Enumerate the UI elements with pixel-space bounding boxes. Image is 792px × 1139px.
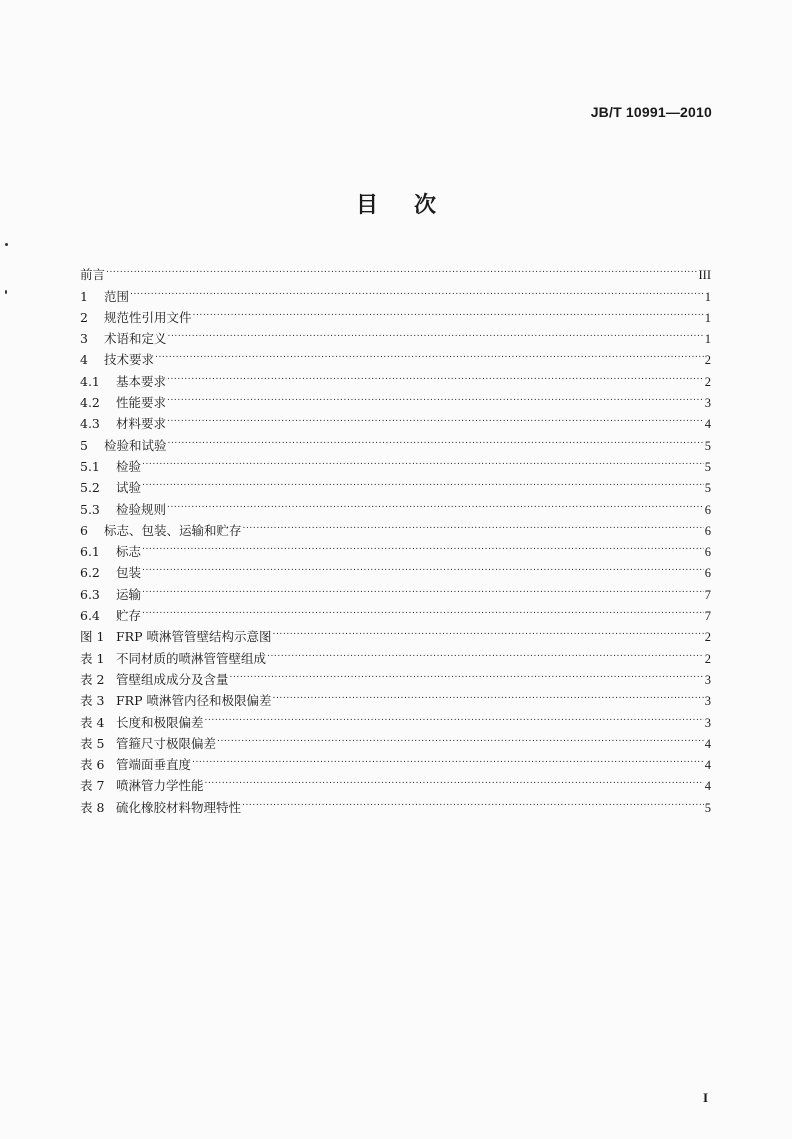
toc-entry-page: 3 — [704, 396, 711, 411]
toc-entry-page: 6 — [704, 566, 711, 581]
toc-entry-number: 5.3 — [80, 501, 100, 517]
toc-entry-page: 2 — [704, 651, 711, 666]
toc-title-char-2: 次 — [414, 193, 437, 218]
toc-entry-number: 表 1 — [80, 650, 105, 666]
toc-dot-leader — [130, 279, 704, 300]
toc-entry-page: 2 — [704, 630, 711, 645]
toc-entry-number: 6 — [80, 522, 88, 538]
toc-dot-leader — [155, 343, 704, 364]
toc-entry-label: 前言 — [80, 267, 106, 283]
toc-entry-number: 表 7 — [80, 778, 105, 794]
toc-entry-number: 表 4 — [80, 714, 105, 730]
toc-dot-leader — [205, 705, 704, 726]
toc-dot-leader — [142, 450, 704, 471]
toc-entry-label: 贮存 — [116, 608, 142, 624]
toc-dot-leader — [205, 769, 704, 790]
toc-entry[interactable] — [80, 364, 711, 389]
toc-entry-page: 5 — [704, 800, 711, 815]
toc-dot-leader — [217, 727, 704, 748]
toc-entry-page: 2 — [704, 374, 711, 389]
toc-entry-page: 2 — [704, 353, 711, 368]
scan-speck — [5, 290, 7, 294]
toc-entry-label: 技术要求 — [104, 352, 155, 368]
toc-entry-page: 4 — [704, 736, 711, 751]
toc-entry-number: 6.4 — [80, 608, 100, 624]
toc-entry-label: 规范性引用文件 — [104, 309, 192, 325]
toc-entry[interactable] — [80, 620, 711, 645]
toc-entry-label: 基本要求 — [116, 373, 167, 389]
toc-entry-page: 4 — [704, 417, 711, 432]
toc-entry-label: 性能要求 — [116, 395, 167, 411]
toc-entry-number: 5.1 — [80, 458, 100, 474]
toc-entry[interactable] — [80, 258, 711, 283]
toc-entry-page: 3 — [704, 672, 711, 687]
toc-entry-label: 试验 — [116, 480, 142, 496]
toc-dot-leader — [142, 471, 704, 492]
toc-entry-page: 1 — [704, 310, 711, 325]
toc-entry-page: 5 — [704, 481, 711, 496]
toc-entry-label: 管端面垂直度 — [116, 757, 192, 773]
toc-entry-page: 5 — [704, 438, 711, 453]
toc-entry-page: 1 — [704, 332, 711, 347]
toc-entry-number: 6.1 — [80, 544, 100, 560]
toc-entry[interactable] — [80, 386, 711, 411]
toc-entry-number: 6.2 — [80, 565, 100, 581]
toc-entry-number: 表 3 — [80, 693, 105, 709]
toc-entry-label: 管箍尺寸极限偏差 — [116, 735, 217, 751]
toc-dot-leader — [272, 620, 703, 641]
toc-entry-label: FRP 喷淋管管壁结构示意图 — [116, 629, 272, 645]
toc-entry[interactable] — [80, 577, 711, 602]
toc-entry[interactable] — [80, 343, 711, 368]
toc-entry-page: 4 — [704, 779, 711, 794]
toc-dot-leader — [230, 663, 704, 684]
toc-entry-label: 长度和极限偏差 — [116, 714, 204, 730]
toc-entry-label: 运输 — [116, 586, 142, 602]
toc-entry-page: 6 — [704, 523, 711, 538]
toc-entry[interactable] — [80, 492, 711, 517]
toc-entry-number: 5 — [80, 437, 88, 453]
toc-dot-leader — [242, 790, 704, 811]
toc-entry-page: 7 — [704, 609, 711, 624]
toc-entry[interactable] — [80, 322, 711, 347]
toc-entry-page: 5 — [704, 459, 711, 474]
toc-entry-label: FRP 喷淋管内径和极限偏差 — [116, 693, 272, 709]
toc-dot-leader — [243, 514, 704, 535]
toc-dot-leader — [167, 364, 704, 385]
toc-entry-number: 2 — [80, 309, 88, 325]
toc-entry-number: 表 5 — [80, 735, 105, 751]
toc-entry-number: 1 — [80, 288, 88, 304]
toc-entry-label: 不同材质的喷淋管管壁组成 — [116, 650, 267, 666]
toc-dot-leader — [142, 556, 704, 577]
toc-entry[interactable] — [80, 279, 711, 304]
scan-speck — [5, 243, 8, 246]
toc-entry-page: 6 — [704, 502, 711, 517]
toc-entry[interactable] — [80, 407, 711, 432]
toc-entry-page: 1 — [704, 289, 711, 304]
toc-dot-leader — [142, 599, 704, 620]
toc-entry-page: 3 — [704, 715, 711, 730]
toc-entry-label: 硫化橡胶材料物理特性 — [116, 799, 242, 815]
standard-code: JB/T 10991—2010 — [590, 104, 712, 120]
toc-dot-leader — [167, 492, 704, 513]
toc-entry-label: 范围 — [104, 288, 130, 304]
toc-title — [0, 188, 792, 219]
toc-entry-page: 4 — [704, 758, 711, 773]
toc-entry[interactable] — [80, 450, 711, 474]
toc-entry-page: 7 — [704, 587, 711, 602]
toc-entry-label: 管壁组成成分及含量 — [116, 671, 229, 687]
toc-list — [80, 258, 711, 815]
toc-entry-page: III — [698, 268, 711, 283]
toc-entry-page: 3 — [704, 694, 711, 709]
toc-dot-leader — [272, 684, 703, 705]
toc-entry-number: 4.3 — [80, 416, 100, 432]
toc-entry-number: 3 — [80, 331, 88, 347]
toc-entry-label: 检验规则 — [116, 501, 167, 517]
toc-entry-number: 表 8 — [80, 799, 105, 815]
toc-entry-number: 表 6 — [80, 757, 105, 773]
toc-dot-leader — [142, 577, 704, 598]
toc-entry[interactable] — [80, 428, 711, 453]
toc-entry-number: 4.2 — [80, 395, 100, 411]
page-number: I — [702, 1090, 708, 1105]
toc-entry-label: 术语和定义 — [104, 331, 167, 347]
toc-dot-leader — [267, 641, 704, 662]
toc-entry-label: 喷淋管力学性能 — [116, 778, 204, 794]
toc-dot-leader — [167, 386, 704, 407]
toc-entry-page: 6 — [704, 545, 711, 560]
toc-entry-number: 4.1 — [80, 373, 100, 389]
toc-dot-leader — [167, 407, 704, 428]
toc-dot-leader — [168, 428, 704, 449]
toc-entry-label: 包装 — [116, 565, 142, 581]
toc-entry-number: 6.3 — [80, 586, 100, 602]
toc-entry-label: 检验 — [116, 458, 142, 474]
toc-entry[interactable] — [80, 471, 711, 496]
toc-dot-leader — [192, 748, 704, 769]
toc-entry-label: 标志 — [116, 544, 142, 560]
toc-entry[interactable] — [80, 301, 711, 325]
toc-dot-leader — [193, 301, 704, 322]
toc-entry-number: 4 — [80, 352, 88, 368]
toc-dot-leader — [168, 322, 704, 343]
toc-entry-number: 图 1 — [80, 629, 105, 645]
toc-entry-number: 表 2 — [80, 671, 105, 687]
toc-entry[interactable] — [80, 535, 711, 560]
toc-entry-label: 材料要求 — [116, 416, 167, 432]
toc-title-char-1: 目 — [355, 193, 378, 218]
toc-entry-label: 标志、包装、运输和贮存 — [104, 522, 242, 538]
toc-entry-label: 检验和试验 — [104, 437, 167, 453]
toc-entry[interactable] — [80, 556, 711, 581]
toc-dot-leader — [106, 258, 697, 279]
toc-entry[interactable] — [80, 599, 711, 624]
toc-entry-number: 5.2 — [80, 480, 100, 496]
toc-dot-leader — [142, 535, 704, 556]
toc-entry[interactable] — [80, 514, 711, 538]
